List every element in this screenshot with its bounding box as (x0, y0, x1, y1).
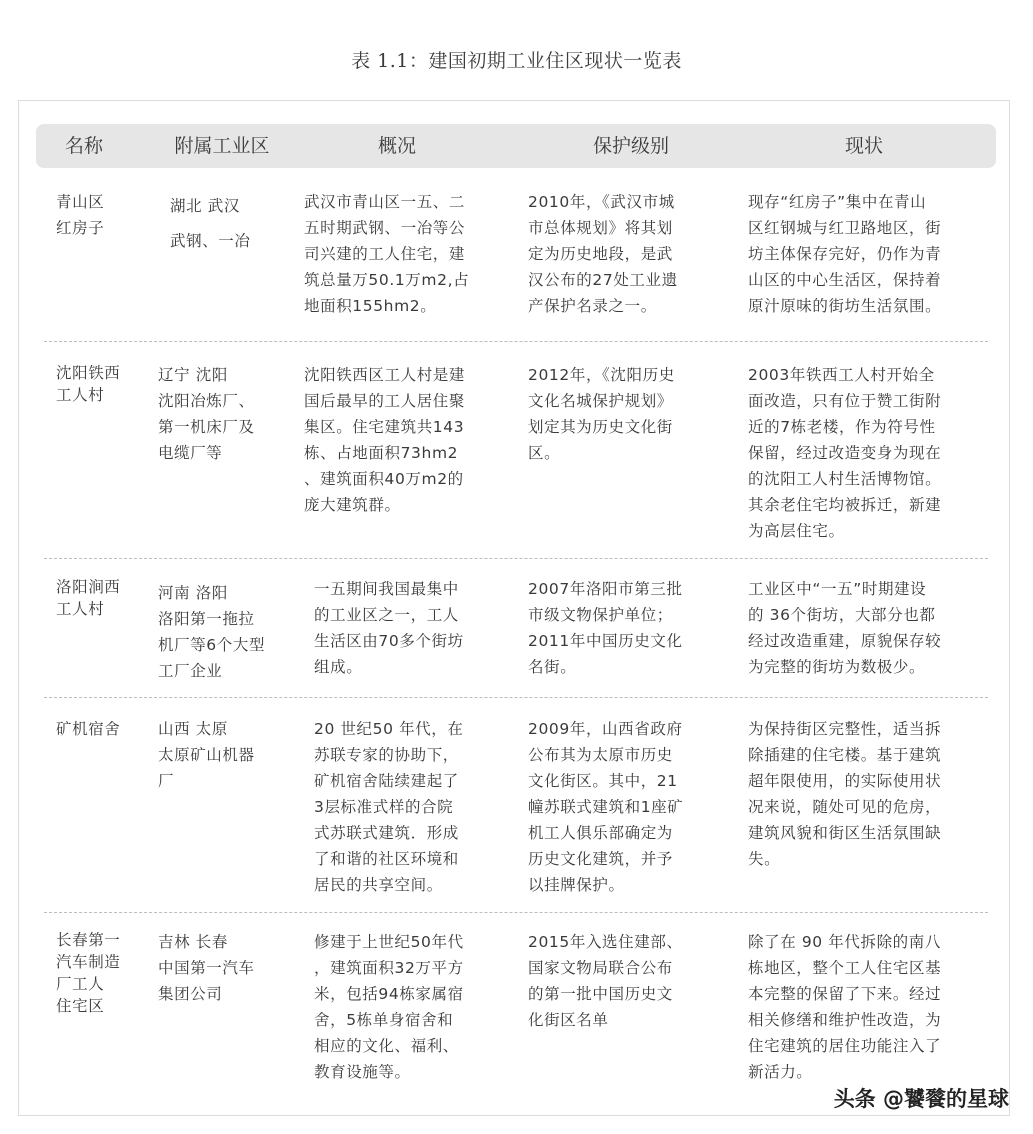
row-3-name: 洛阳涧西 工人村 (56, 578, 121, 618)
row-2-status: 2003年铁西工人村开始全 面改造，只有位于赞工街附 近的7栋老楼，作为符号性 保留，经过改造变身为现在 的沈阳工人村生活博物馆。 其余老住宅均被拆迁，新建 为高层住宅。 (748, 366, 942, 540)
row-4-name: 矿机宿舍 (56, 720, 121, 738)
row-3-overview: 一五期间我国最集中 的工业区之一，工人 生活区由70多个街坊 组成。 (314, 580, 464, 676)
header-district: 附属工业区 (174, 135, 270, 157)
row-1-status: 现存“红房子”集中在青山 区红钢城与红卫路地区，街 坊主体保存完好，仍作为青 山区的中心生活区，保持着 原汁原味的街坊生活氛围。 (748, 193, 942, 315)
row-1-overview: 武汉市青山区一五、二 五时期武钢、一冶等公 司兴建的工人住宅，建 筑总量万50.1万m2,占 地面积155hm2。 (304, 193, 470, 315)
row-separator (44, 341, 988, 342)
row-5-overview: 修建于上世纪50年代 ，建筑面积32万平方 米，包括94栋家属宿 舍，5栋单身宿舍和 相应的文化、福利、 教育设施等。 (314, 933, 464, 1081)
header-name: 名称 (64, 135, 103, 157)
source-watermark: 头条 @饕餮的星球 (833, 1087, 1009, 1111)
row-5-name: 长春第一 汽车制造 厂工人 住宅区 (56, 931, 121, 1015)
row-3-status: 工业区中“一五”时期建设 的 36个街坊，大部分也都 经过改造重建，原貌保存较 为完整的街坊为数极少。 (748, 580, 942, 676)
table-caption: 表 1.1：建国初期工业住区现状一览表 (351, 50, 682, 72)
row-2-district: 辽宁 沈阳 沈阳冶炼厂、 第一机床厂及 电缆厂等 (158, 366, 255, 462)
row-1-name: 青山区 红房子 (56, 193, 105, 237)
header-overview: 概况 (377, 135, 416, 157)
row-1-protection: 2010年，《武汉市城 市总体规划》将其划 定为历史地段，是武 汉公布的27处工业遗 产保护名录之一。 (528, 193, 678, 315)
row-4-district: 山西 太原 太原矿山机器 厂 (158, 720, 255, 790)
row-4-overview: 20 世纪50 年代，在 苏联专家的协助下， 矿机宿舍陆续建起了 3层标准式样的合院 式苏联式建筑．形成 了和谐的社区环境和 居民的共享空间。 (314, 720, 464, 894)
row-2-name: 沈阳铁西 工人村 (56, 364, 121, 404)
row-3-protection: 2007年洛阳市第三批 市级文物保护单位； 2011年中国历史文化 名街。 (528, 580, 683, 676)
row-5-district: 吉林 长春 中国第一汽车 集团公司 (158, 933, 255, 1003)
row-5-status: 除了在 90 年代拆除的南八 栋地区，整个工人住宅区基 本完整的保留了下来。经过 相关修缮和维护性改造，为 住宅建筑的居住功能注入了 新活力。 (748, 933, 942, 1081)
row-separator (44, 697, 988, 698)
row-5-protection: 2015年入选住建部、 国家文物局联合公布 的第一批中国历史文 化街区名单 (528, 933, 683, 1029)
row-3-district: 河南 洛阳 洛阳第一拖拉 机厂等6个大型 工厂企业 (158, 584, 266, 680)
table-header (36, 124, 996, 168)
row-separator (44, 912, 988, 913)
header-protection: 保护级别 (592, 135, 669, 157)
row-1-district: 湖北 武汉 武钢、一冶 (170, 197, 251, 250)
row-separator (44, 558, 988, 559)
row-4-status: 为保持街区完整性，适当拆 除插建的住宅楼。基于建筑 超年限使用，的实际使用状 况来说，随处可见的危房， 建筑风貌和街区生活氛围缺 失。 (748, 720, 942, 868)
row-2-overview: 沈阳铁西区工人村是建 国后最早的工人居住聚 集区。住宅建筑共143 栋、占地面积73hm2 、建筑面积40万m2的 庞大建筑群。 (304, 366, 466, 514)
row-2-protection: 2012年，《沈阳历史 文化名城保护规划》 划定其为历史文化街 区。 (528, 366, 675, 462)
header-status: 现状 (844, 135, 883, 157)
row-4-protection: 2009年，山西省政府 公布其为太原市历史 文化街区。其中，21 幢苏联式建筑和1座矿 机工人俱乐部确定为 历史文化建筑，并予 以挂牌保护。 (528, 720, 684, 894)
